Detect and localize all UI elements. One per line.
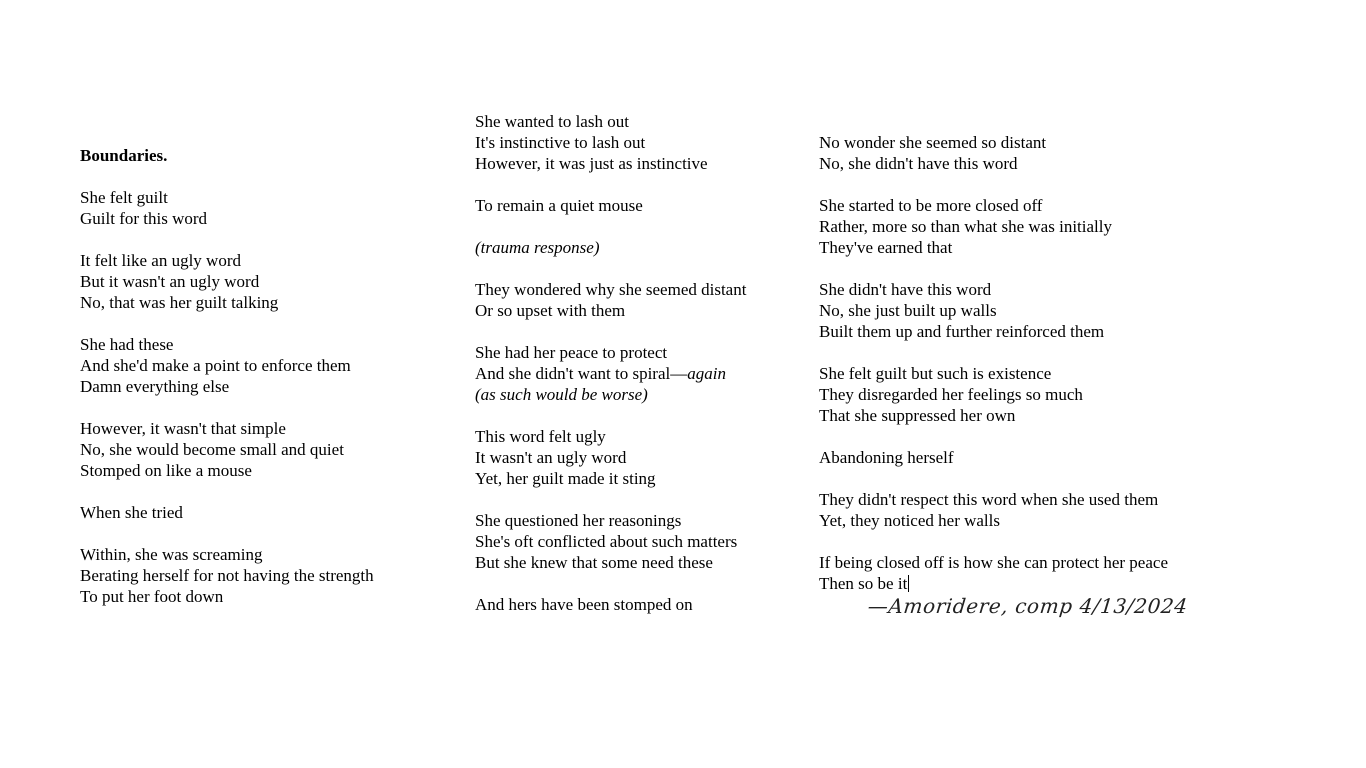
poem-line <box>475 531 746 552</box>
blank-line <box>475 258 746 279</box>
poem-line-text: It felt like an ugly word <box>80 251 241 270</box>
poem-line <box>80 586 374 607</box>
poem-line <box>475 300 746 321</box>
poem-line-text: And she didn't want to spiral— <box>475 364 688 383</box>
blank-line <box>475 573 746 594</box>
signature: —Amoridere, comp 4/13/2024 <box>866 594 1189 618</box>
blank-line <box>475 174 746 195</box>
poem-line <box>475 384 746 405</box>
poem-line <box>475 447 746 468</box>
poem-line-text: She wanted to lash out <box>475 112 629 131</box>
poem-line-text: They wondered why she seemed distant <box>475 280 747 299</box>
poem-line-text: However, it wasn't that simple <box>80 419 286 438</box>
poem-line <box>819 279 1168 300</box>
poem-line <box>819 573 1168 594</box>
poem-line-text: No, she just built up walls <box>819 301 997 320</box>
poem-line-text: She started to be more closed off <box>819 196 1043 215</box>
poem-line-text: It's instinctive to lash out <box>475 133 646 152</box>
poem-line <box>819 216 1168 237</box>
poem-line <box>80 418 374 439</box>
poem-line-text: This word felt ugly <box>475 427 606 446</box>
poem-line-text: She had her peace to protect <box>475 343 668 362</box>
poem-line-text: Within, she was screaming <box>80 545 263 564</box>
poem-line-text: No, she didn't have this word <box>819 154 1018 173</box>
poem-line-text: She questioned her reasonings <box>475 511 682 530</box>
blank-line <box>819 531 1168 552</box>
poem-line-text: They didn't respect this word when she used them <box>819 490 1159 509</box>
blank-line <box>819 468 1168 489</box>
poem-line-text: Damn everything else <box>80 377 230 396</box>
poem-line <box>819 510 1168 531</box>
poem-line-emphasis: again <box>687 364 726 383</box>
poem-title <box>80 145 374 166</box>
poem-line-text: (as such would be worse) <box>475 385 648 404</box>
poem-line <box>80 271 374 292</box>
poem-line-text: Boundaries. <box>80 146 168 165</box>
poem-line <box>80 502 374 523</box>
poem-line-text: Or so upset with them <box>475 301 626 320</box>
poem-line-text: They've earned that <box>819 238 953 257</box>
poem-line-text: Then so be it <box>819 574 908 593</box>
poem-line <box>80 208 374 229</box>
poem-line <box>80 460 374 481</box>
poem-line <box>80 544 374 565</box>
poem-line <box>475 342 746 363</box>
poem-line <box>80 250 374 271</box>
poem-line-text: Berating herself for not having the strength <box>80 566 374 585</box>
poem-line <box>819 153 1168 174</box>
poem-line <box>80 334 374 355</box>
poem-line-text: Yet, her guilt made it sting <box>475 469 656 488</box>
poem-line <box>475 195 746 216</box>
poem-line <box>80 355 374 376</box>
poem-line <box>475 363 746 384</box>
poem-line <box>80 292 374 313</box>
poem-line-text: But it wasn't an ugly word <box>80 272 260 291</box>
blank-line <box>475 216 746 237</box>
poem-column-3 <box>819 132 1168 594</box>
poem-line <box>80 187 374 208</box>
poem-line-text: She didn't have this word <box>819 280 992 299</box>
blank-line <box>475 321 746 342</box>
poem-line-text: Stomped on like a mouse <box>80 461 252 480</box>
poem-column-2 <box>475 111 746 615</box>
text-cursor <box>908 575 909 592</box>
poem-line-text: No, that was her guilt talking <box>80 293 279 312</box>
poem-line-text: Yet, they noticed her walls <box>819 511 1000 530</box>
poem-line-text: Built them up and further reinforced them <box>819 322 1105 341</box>
poem-line <box>475 153 746 174</box>
poem-line-text: She's oft conflicted about such matters <box>475 532 738 551</box>
poem-line-text: (trauma response) <box>475 238 600 257</box>
poem-line <box>819 195 1168 216</box>
blank-line <box>819 174 1168 195</box>
poem-line-text: But she knew that some need these <box>475 553 713 572</box>
poem-line-text: They disregarded her feelings so much <box>819 385 1083 404</box>
poem-line-text: And she'd make a point to enforce them <box>80 356 351 375</box>
poem-line <box>819 384 1168 405</box>
poem-line <box>819 132 1168 153</box>
poem-line <box>819 321 1168 342</box>
poem-line-text: If being closed off is how she can protect her peace <box>819 553 1168 572</box>
poem-line-text: She felt guilt but such is existence <box>819 364 1052 383</box>
poem-line <box>819 405 1168 426</box>
blank-line <box>80 313 374 334</box>
poem-line <box>819 300 1168 321</box>
poem-line <box>80 376 374 397</box>
poem-line <box>475 132 746 153</box>
poem-line <box>475 426 746 447</box>
blank-line <box>819 258 1168 279</box>
blank-line <box>819 342 1168 363</box>
poem-line <box>475 510 746 531</box>
poem-line-text: Rather, more so than what she was initially <box>819 217 1112 236</box>
poem-line-text: To put her foot down <box>80 587 224 606</box>
poem-line-text: She felt guilt <box>80 188 168 207</box>
poem-line-text: She had these <box>80 335 174 354</box>
blank-line <box>80 397 374 418</box>
poem-line-text: When she tried <box>80 503 183 522</box>
poem-line-text: No, she would become small and quiet <box>80 440 344 459</box>
blank-line <box>475 405 746 426</box>
blank-line <box>80 481 374 502</box>
poem-line-text: Guilt for this word <box>80 209 208 228</box>
poem-line <box>819 363 1168 384</box>
blank-line <box>80 166 374 187</box>
poem-line <box>80 439 374 460</box>
poem-line-text: It wasn't an ugly word <box>475 448 627 467</box>
blank-line <box>80 523 374 544</box>
poem-column-1 <box>80 145 374 607</box>
poem-line <box>819 552 1168 573</box>
blank-line <box>819 426 1168 447</box>
poem-line-text: That she suppressed her own <box>819 406 1016 425</box>
poem-line <box>475 237 746 258</box>
poem-line <box>475 111 746 132</box>
poem-line <box>819 447 1168 468</box>
poem-line <box>475 468 746 489</box>
poem-line <box>819 237 1168 258</box>
poem-line-text: However, it was just as instinctive <box>475 154 708 173</box>
blank-line <box>80 229 374 250</box>
poem-line-text: And hers have been stomped on <box>475 595 693 614</box>
poem-line <box>80 565 374 586</box>
poem-line-text: Abandoning herself <box>819 448 954 467</box>
poem-line-text: No wonder she seemed so distant <box>819 133 1047 152</box>
poem-line <box>475 552 746 573</box>
poem-line-text: To remain a quiet mouse <box>475 196 643 215</box>
blank-line <box>475 489 746 510</box>
poem-line <box>475 279 746 300</box>
poem-line <box>819 489 1168 510</box>
poem-line <box>475 594 746 615</box>
